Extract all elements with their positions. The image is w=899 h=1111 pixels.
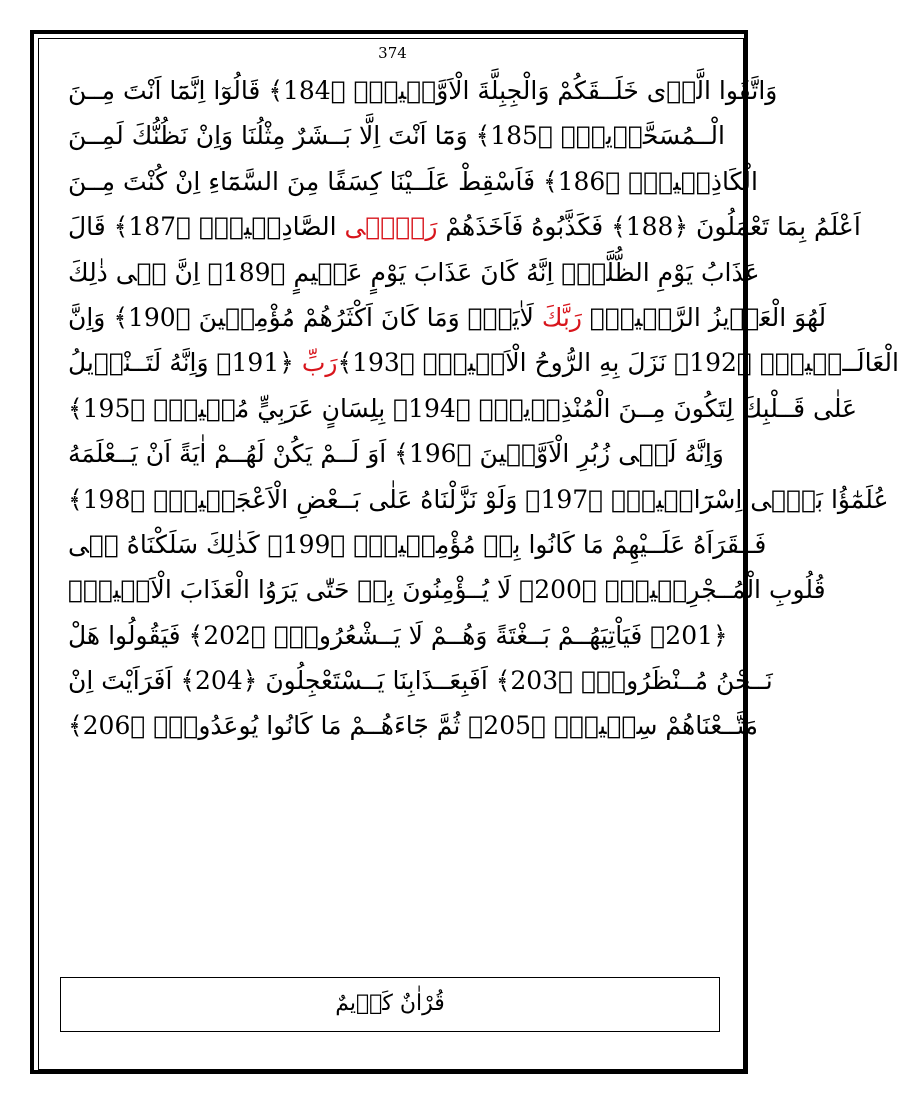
highlighted-word: رَبّٖٓى	[344, 212, 438, 242]
highlighted-word: رَبِّ	[301, 348, 338, 378]
text-line-2: الْــمُسَحَّرٖينَۙ ﴿185﴾ وَمَٓا اَنْتَ اِلَّا بَــشَرٌ مِثْلُنَا وَاِنْ نَظُنُّكَ لَمِــنَ	[68, 121, 725, 151]
text-line-8: عَلٰى قَــلْبِكَ لِتَكُونَ مِــنَ الْمُنْذِرٖينَۙ ﴿194﴾ بِلِسَانٍ عَرَبِيٍّ مُبٖينٍۜ ﴿195﴾	[68, 393, 858, 423]
text-line-12: قُلُوبِ الْمُــجْرِمٖينَۜ ﴿200﴾ لَا يُــؤْمِنُونَ بِهٖ حَتّٰى يَرَوُا الْعَذَابَ الْاَلٖيمَۙ	[68, 575, 826, 605]
highlighted-word: رَبَّكَ	[541, 302, 582, 332]
text-line-7: ﴿191﴾ وَاِنَّهُ لَتَــنْزٖيلُ رَبِّالْعَالَــمٖينَۜ ﴿192﴾ نَزَلَ بِهِ الرُّوحُ الْاَمٖينُۙ ﴿193﴾	[68, 348, 899, 378]
text-line-1: وَاتَّقُوا الَّذٖى خَلَــقَكُمْ وَالْجِبِلَّةَ الْاَوَّلٖينَۜ ﴿184﴾ قَالُوٓا اِنَّمَٓا اَنْتَ مِــنَ	[68, 76, 778, 105]
footer-title: قُرْاٰنٌ كَرٖيمٌ	[335, 991, 445, 1016]
footer-title-box	[60, 977, 720, 1032]
text-line-9: وَاِنَّهُ لَفٖى زُبُرِ الْاَوَّلٖينَ ﴿196﴾ اَوَ لَــمْ يَكُنْ لَهُــمْ اٰيَةً اَنْ يَــعْلَمَهُ	[68, 439, 724, 469]
text-line-4: الصَّادِقٖينَۜ ﴿187﴾ قَالَ رَبّٖٓى اَعْلَمُ بِمَا تَعْمَلُونَ ﴿188﴾ فَكَذَّبُوهُ فَاَخَذَهُمْ	[68, 212, 861, 242]
text-line-6: لَاٰيَةًۜ وَمَا كَانَ اَكْثَرُهُمْ مُؤْمِنٖينَ ﴿190﴾ وَاِنَّ رَبَّكَ لَهُوَ الْعَزٖيزُ الرَّحٖيمُ۟	[68, 302, 827, 332]
text-line-3: الْكَاذِبٖينَۚ ﴿186﴾ فَاَسْقِطْ عَلَــيْنَا كِسَفًا مِنَ السَّمَٓاءِ اِنْ كُنْتَ مِــنَ	[68, 166, 758, 196]
text-line-14: نَــحْنُ مُــنْظَرُونَۜ ﴿203﴾ اَفَبِعَــذَابِنَا يَــسْتَعْجِلُونَ ﴿204﴾ اَفَرَاَيْتَ اِنْ	[68, 666, 773, 696]
text-line-5: عَذَابُ يَوْمِ الظُّلَّةِۜ اِنَّهُ كَانَ عَذَابَ يَوْمٍ عَظٖيمٍ ﴿189﴾ اِنَّ فٖى ذٰلِكَ	[68, 257, 760, 287]
quran-text-block	[68, 68, 899, 749]
text-line-10: عُلَمٰٓؤُا بَنٖٓى اِسْرَٓائٖيلَۜ ﴿197﴾ وَلَوْ نَزَّلْنَاهُ عَلٰى بَــعْضِ الْاَعْجَمٖينَۙ ﴿198﴾	[68, 484, 889, 514]
page-number: 374	[378, 44, 407, 62]
text-line-15: مَتَّــعْنَاهُمْ سِنٖينَۙ ﴿205﴾ ثُمَّ جَٓاءَهُــمْ مَا كَانُوا يُوعَدُونَۙ ﴿206﴾	[68, 711, 759, 741]
text-line-11: فَــقَرَاَهُ عَلَــيْهِمْ مَا كَانُوا بِهٖ مُؤْمِنٖينَۜ ﴿199﴾ كَذٰلِكَ سَلَكْنَاهُ فٖى	[68, 529, 767, 559]
text-line-13: ﴿201﴾ فَيَاْتِيَهُــمْ بَــغْتَةً وَهُــمْ لَا يَــشْعُرُونَۙ ﴿202﴾ فَيَقُولُوا هَلْ	[68, 620, 728, 650]
